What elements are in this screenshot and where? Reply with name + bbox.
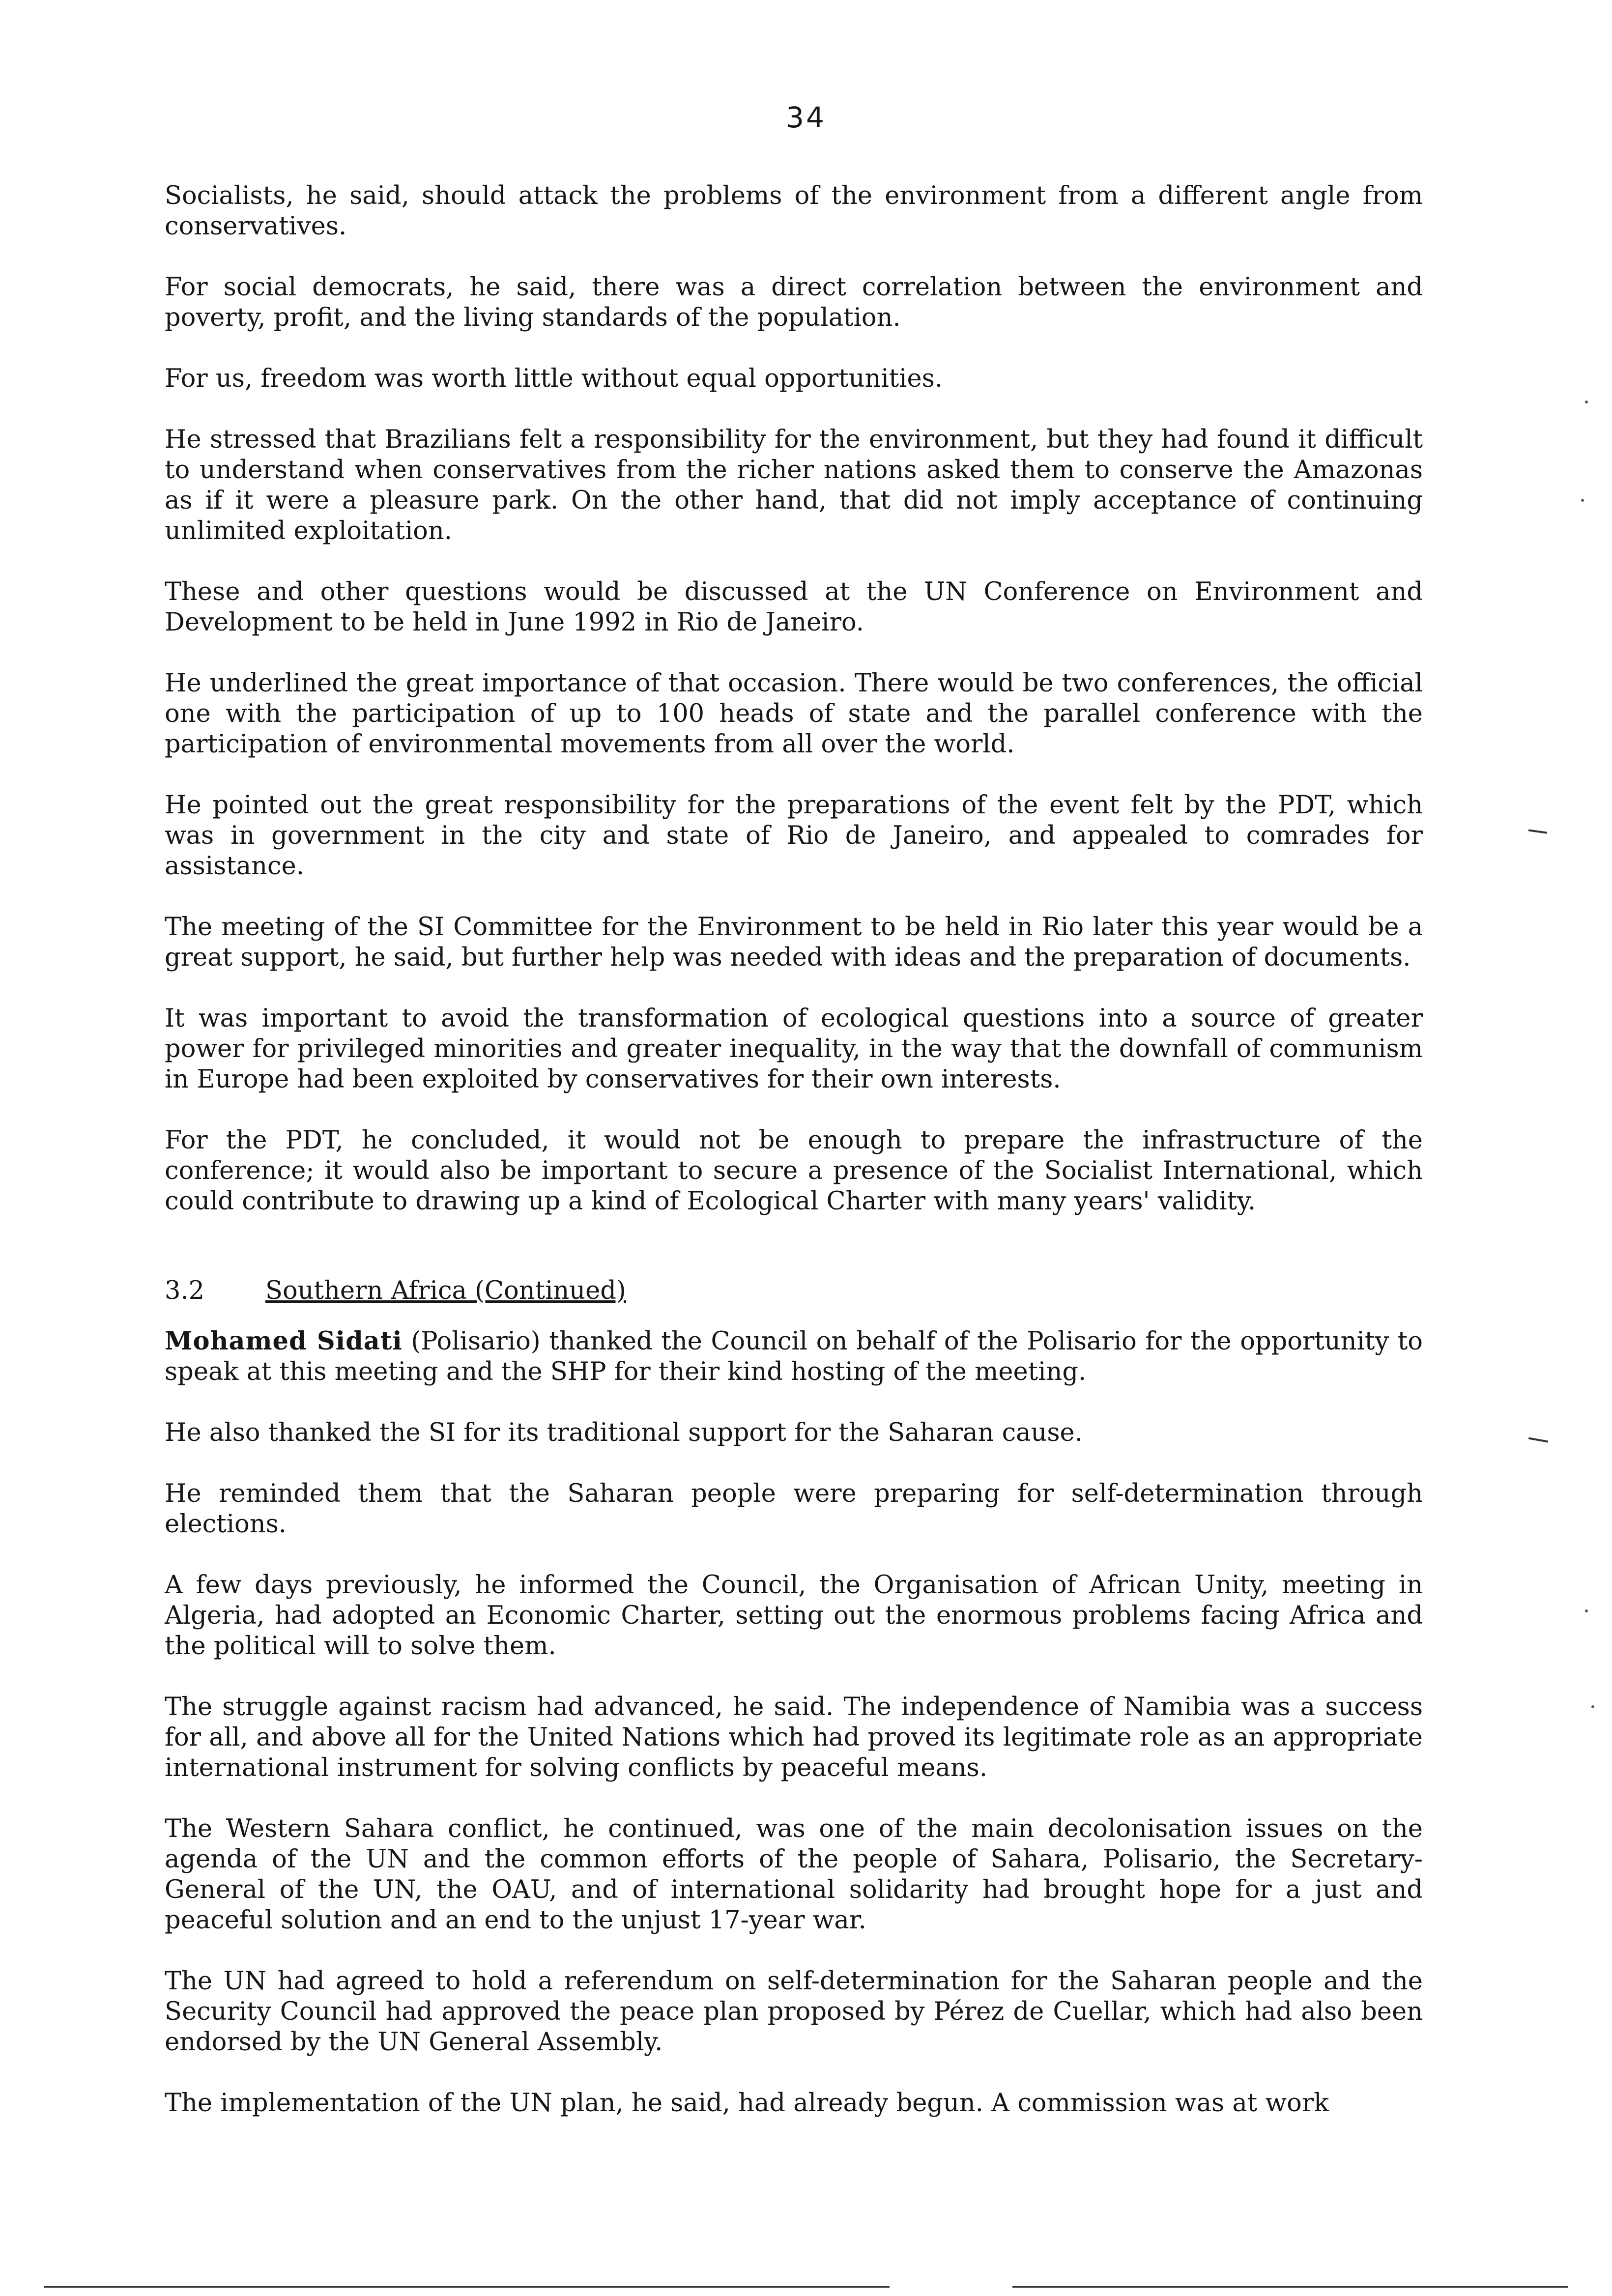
footer-rule xyxy=(44,2286,890,2288)
paragraph: Socialists, he said, should attack the problems of the environment from a different angle from conservatives. xyxy=(165,181,1423,241)
speaker-name: Mohamed Sidati xyxy=(165,1326,403,1356)
speaker-text: (Polisario) thanked the Council on behalf of the Polisario for the opportunity to speak at this meeting and the SHP for their kind hosting of the meeting. xyxy=(165,1327,1423,1386)
paragraph: He pointed out the great responsibility for the preparations of the event felt by the PDT, which was in government in the city and state of Rio de Janeiro, and appealed to comrades for assistance. xyxy=(165,791,1423,881)
page-number: 34 xyxy=(786,101,826,134)
footer-rule xyxy=(1012,2286,1568,2288)
section-title: Southern Africa (Continued) xyxy=(265,1276,626,1305)
section-number: 3.2 xyxy=(165,1276,205,1305)
paragraph: It was important to avoid the transformation of ecological questions into a source of greater power for privileged minorities and greater inequality, in the way that the downfall of communism in Europe had been exploited by conservatives for their own interests. xyxy=(165,1004,1423,1094)
paragraph: A few days previously, he informed the Council, the Organisation of African Unity, meeting in Algeria, had adopted an Economic Charter, setting out the enormous problems facing Africa and the political will to solve them. xyxy=(165,1571,1423,1661)
paragraph: The implementation of the UN plan, he said, had already begun. A commission was at work xyxy=(165,2089,1329,2118)
margin-dot xyxy=(1581,499,1584,502)
margin-mark xyxy=(1528,1437,1548,1443)
paragraph: For us, freedom was worth little without equal opportunities. xyxy=(165,364,943,393)
paragraph: These and other questions would be discussed at the UN Conference on Environment and Development to be held in June 1992 in Rio de Janeiro. xyxy=(165,577,1423,637)
paragraph: He stressed that Brazilians felt a responsibility for the environment, but they had found it difficult to understand when conservatives from the richer nations asked them to conserve the Amazonas as if it were a pleasure park. On the other hand, that did not imply acceptance of continuing unlimited exploitation. xyxy=(165,425,1423,545)
paragraph: For social democrats, he said, there was a direct correlation between the environment and poverty, profit, and the living standards of the population. xyxy=(165,273,1423,332)
paragraph: The UN had agreed to hold a referendum on self-determination for the Saharan people and the Security Council had approved the peace plan proposed by Pérez de Cuellar, which had also been endorsed by the UN General Assembly. xyxy=(165,1967,1423,2057)
section-heading xyxy=(165,1276,1423,1306)
paragraph: The meeting of the SI Committee for the Environment to be held in Rio later this year would be a great support, he said, but further help was needed with ideas and the preparation of documents. xyxy=(165,913,1423,972)
paragraph: He underlined the great importance of that occasion. There would be two conferences, the official one with the participation of up to 100 heads of state and the parallel conference with the participation of environmental movements from all over the world. xyxy=(165,669,1423,759)
paragraph: He also thanked the SI for its traditional support for the Saharan cause. xyxy=(165,1418,1083,1447)
paragraph: For the PDT, he concluded, it would not be enough to prepare the infrastructure of the conference; it would also be important to secure a presence of the Socialist International, which could contribute to drawing up a kind of Ecological Charter with many years' validity. xyxy=(165,1126,1423,1216)
paragraph: He reminded them that the Saharan people were preparing for self-determination through elections. xyxy=(165,1479,1423,1539)
paragraph: The Western Sahara conflict, he continued, was one of the main decolonisation issues on the agenda of the UN and the common efforts of the people of Sahara, Polisario, the Secretary-General of the UN, the OAU, and of international solidarity had brought hope for a just and peaceful solution and an end to the unjust 17-year war. xyxy=(165,1814,1423,1935)
margin-dot xyxy=(1591,1705,1594,1708)
paragraph: The struggle against racism had advanced, he said. The independence of Namibia was a success for all, and above all for the United Nations which had proved its legitimate role as an appropriate international instrument for solving conflicts by peaceful means. xyxy=(165,1693,1423,1782)
document-body xyxy=(165,181,1423,2149)
margin-dot xyxy=(1585,401,1588,403)
margin-dot xyxy=(1585,1609,1588,1612)
margin-mark xyxy=(1528,829,1547,833)
speaker-paragraph xyxy=(165,1326,1423,1387)
